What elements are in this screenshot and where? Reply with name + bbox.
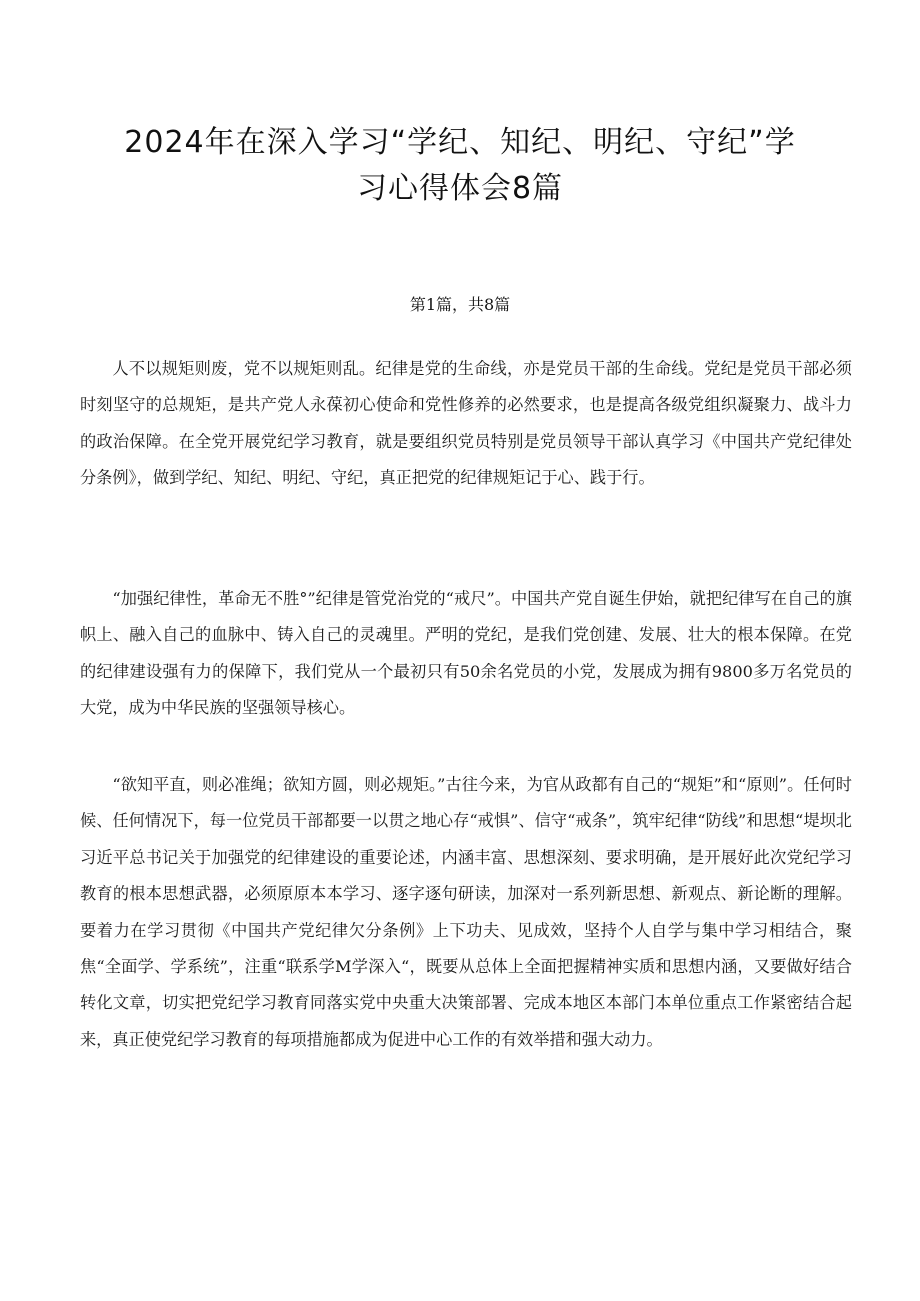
document-title [70, 120, 850, 212]
title-line-1: 2024年在深入学习“学纪、知纪、明纪、守纪”学 [124, 125, 796, 160]
paragraph-3: “欲知平直，则必准绳；欲知方圆，则必规矩。”古往今来，为官从政都有自己的“规矩”和“原则”。任何时候、任何情况下，每一位党员干部都要一以贯之地心存“戒惧”、信守“戒条”，筑牢纪律“防线”和思想“堤坝北习近平总书记关于加强党的纪律建设的重要论述，内涵丰富、思想深刻、要求明确，是开展好此次党纪学习教育的根本思想武器，必须原原本本学习、逐字逐句研读，加深对一系列新思想、新观点、新论断的理解。要着力在学习贯彻《中国共产党纪律欠分条例》上下功夫、见成效，坚持个人自学与集中学习相结合，聚焦“全面学、学系统”，注重“联系学M学深入“，既要从总体上全面把握精神实质和思想内涵，又要做好结合转化文章，切实把党纪学习教育同落实党中央重大决策部署、完成本地区本部门本单位重点工作紧密结合起来，真正使党纪学习教育的每项措施都成为促进中心工作的有效举措和强大动力。 [80, 775, 852, 1049]
title-line-2: 习心得体会8篇 [356, 171, 564, 206]
part-label: 第1篇，共8篇 [409, 295, 511, 314]
paragraph-1: 人不以规矩则废，党不以规矩则乱。纪律是党的生命线，亦是党员干部的生命线。党纪是党员干部必须时刻坚守的总规矩，是共产党人永葆初心使命和党性修养的必然要求，也是提高各级党组织凝聚力、战斗力的政治保障。在全党开展党纪学习教育，就是要组织党员特别是党员领导干部认真学习《中国共产党纪律处分条例》，做到学纪、知纪、明纪、守纪，真正把党的纪律规矩记于心、践于行。 [80, 359, 852, 488]
paragraph-2: “加强纪律性，革命无不胜°”纪律是管党治党的“戒尺”。中国共产党自诞生伊始，就把纪律写在自己的旗帜上、融入自己的血脉中、铸入自己的灵魂里。严明的党纪，是我们党创建、发展、壮大的根本保障。在党的纪律建设强有力的保障下，我们党从一个最初只有50余名党员的小党，发展成为拥有9800多万名党员的大党，成为中华民族的坚强领导核心。 [80, 589, 852, 718]
